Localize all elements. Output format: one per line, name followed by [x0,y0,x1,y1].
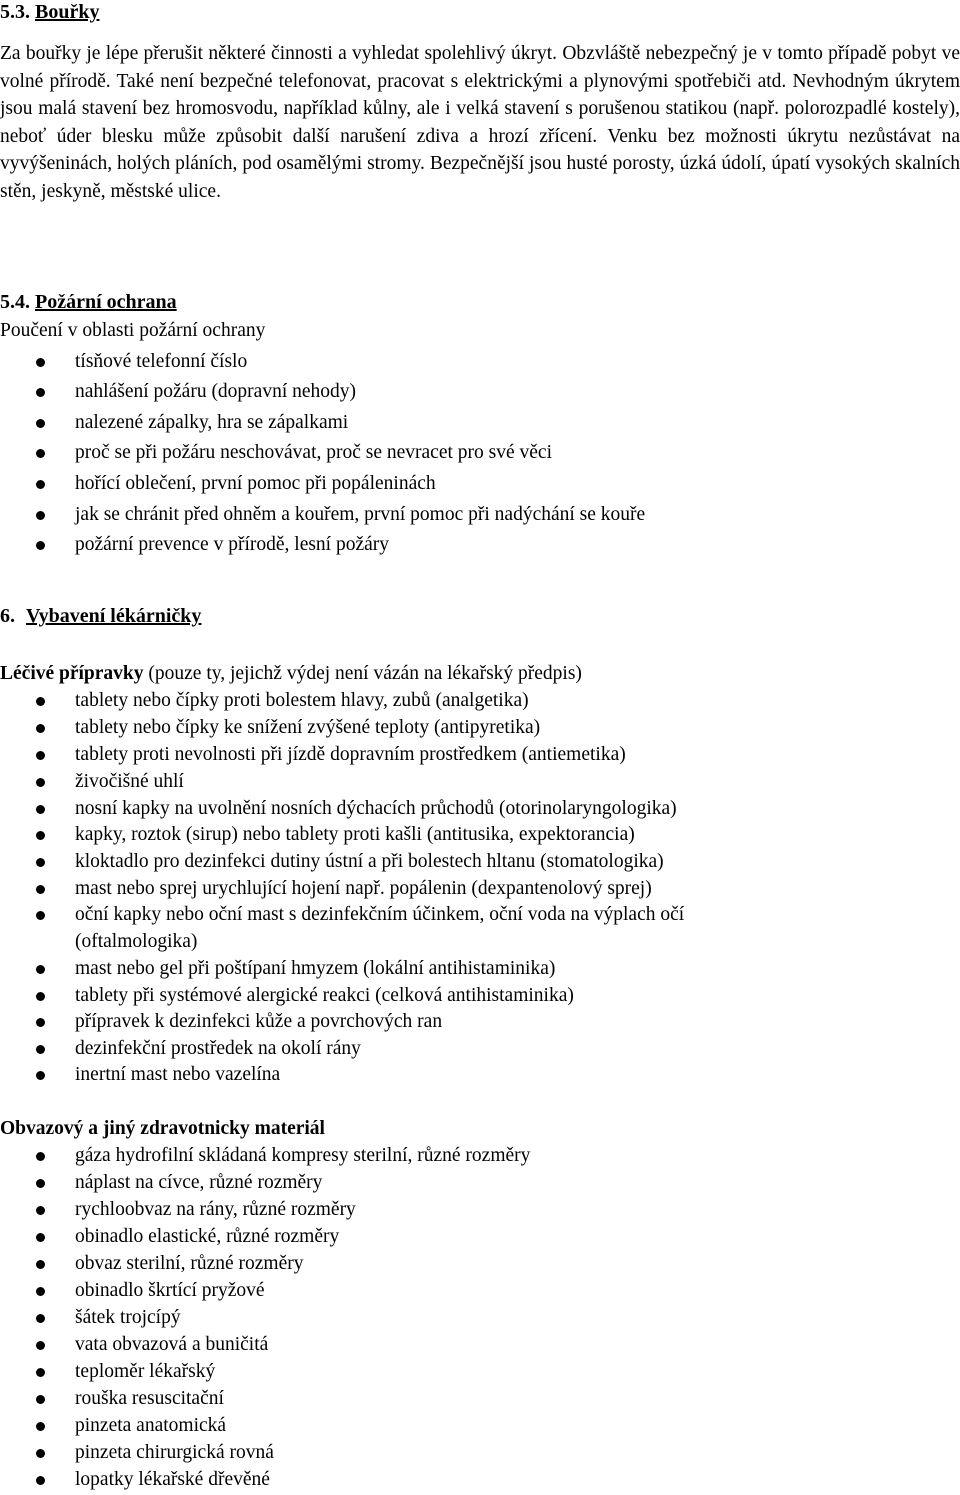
bullet-icon [36,358,45,367]
bullet-icon [36,724,45,733]
bullet-icon [36,697,45,706]
bullet-icon [36,511,45,520]
medicines-heading: Léčivé přípravky [0,663,144,684]
medicines-note: (pouze ty, jejichž výdej není vázán na lékařský předpis) [148,663,582,684]
bullet-icon [36,858,45,867]
bullet-icon [36,1233,45,1242]
bullet-icon [36,778,45,787]
section-heading-storms [0,0,99,24]
medicines-heading-line [0,662,582,686]
bullet-icon [36,1449,45,1458]
bullet-icon [36,1476,45,1485]
bullet-icon [36,911,45,920]
section-number: 5.3. [0,1,30,23]
section-heading-fire [0,290,177,314]
bullet-icon [36,480,45,489]
section-title: Vybavení lékárničky [26,605,202,627]
materials-heading: Obvazový a jiný zdravotnicky materiál [0,1118,325,1139]
bullet-icon [36,419,45,428]
bullet-icon [36,965,45,974]
section-title: Požární ochrana [35,291,177,313]
section-number: 6. [0,605,15,627]
fire-intro: Poučení v oblasti požární ochrany [0,320,266,341]
bullet-icon [36,1045,45,1054]
bullet-icon [36,1314,45,1323]
bullet-icon [36,1179,45,1188]
bullet-icon [36,1018,45,1027]
bullet-icon [36,1341,45,1350]
storms-paragraph: Za bouřky je lépe přerušit některé činnosti a vyhledat spolehlivý úkryt. Obzvláště nebezpečný je v tomto případě pobyt ve volné přírodě. Také není bezpečné telefonovat, pracovat s elektrickými a plynovými spotřebiči atd. Nevhodným úkrytem jsou malá stavení bez hromosvodu, například kůlny, ale i velká stavení s porušenou statikou (např. polorozpadlé kostely), neboť úder blesku může způsobit další narušení zdiva a hrozí zřícení. Venku bez možnosti úkrytu nezůstávat na vyvýšeninách, holých pláních, pod osamělými stromy. Bezpečnější jsou husté porosty, úzká údolí, úpatí vysokých skalních stěn, jeskyně, městské ulice. [0,43,960,202]
bullet-icon [36,1368,45,1377]
section-heading-first-aid-kit [0,604,201,628]
bullet-icon [36,388,45,397]
bullet-icon [36,831,45,840]
bullet-icon [36,992,45,1001]
bullet-icon [36,1206,45,1215]
bullet-icon [36,1422,45,1431]
bullet-icon [36,1071,45,1080]
bullet-icon [36,541,45,550]
bullet-icon [36,1287,45,1296]
bullet-icon [36,449,45,458]
bullet-icon [36,751,45,760]
section-number: 5.4. [0,291,30,313]
bullet-icon [36,1260,45,1269]
bullet-icon [36,805,45,814]
bullet-icon [36,1395,45,1404]
bullet-icon [36,885,45,894]
bullet-icon [36,1152,45,1161]
section-title: Bouřky [35,1,100,23]
document-page: 5.3. Bouřky Za bouřky je lépe přerušit některé činnosti a vyhledat spolehlivý úkryt. Obzvláště nebezpečný je v tomto případě pobyt ve volné přírodě. Také není bezpečné telefonovat, pracovat s elektrickými a plynovými spotřebiči atd. Nevhodným úkrytem jsou malá stavení bez hromosvodu, například kůlny, ale i velká stavení s porušenou statikou (např. polorozpadlé kostely), neboť úder blesku může způsobit další narušení zdiva a hrozí zřícení. Venku bez možnosti úkrytu nezůstávat na vyvýšeninách, holých pláních, pod osamělými stromy. Bezpečnější jsou husté porosty, úzká údolí, úpatí vysokých skalních stěn, jeskyně, městské ulice. 5.4. Požární ochrana Poučení v oblasti požární ochrany tísňové telefonní číslo nahlášení požáru (dopravní nehody) nalezené zápalky, hra se zápalkami proč se při požáru neschovávat, proč se nevracet pro své věci hořící oblečení, první pomoc při popáleninách jak se chránit před ohněm a kouřem, první pomoc při nadýchání se kouře požární prevence v přírodě, lesní požáry 6. Vybavení lékárničky Léčivé přípravky (pouze ty, jejichž výdej není vázán na lékařský předpis) tablety nebo čípky proti bolestem hlavy, zubů (analgetika) tablety nebo čípky ke snížení zvýšené teploty (antipyretika) tablety proti nevolnosti při jízdě dopravním prostředkem (antiemetika) živočišné uhlí nosní kapky na uvolnění nosních dýchacích průchodů (otorinolaryngologika) kapky, roztok (sirup) nebo tablety proti kašli (antitusika, expektorancia) kloktadlo pro dezinfekci dutiny ústní a při bolestech hltanu (stomatologika) mast nebo sprej urychlující hojení např. popálenin (dexpantenolový sprej) oční kapky nebo oční mast s dezinfekčním účinkem, oční voda na výplach očí (oftalmologika) mast nebo gel při poštípaní hmyzem (lokální antihistaminika) tablety při systémové alergické reakci (celková antihistaminika) přípravek k dezinfekci kůže a povrchových ran dezinfekční prostředek na okolí rány inertní mast nebo vazelína Obvazový a jiný zdravotnicky materiál gáza hydrofilní skládaná kompresy sterilní, různé rozměry náplast na cívce, různé rozměry rychloobvaz na rány, různé rozměry obinadlo elastické, různé rozměry obvaz sterilní, různé rozměry obinadlo škrtící pryžové šátek trojcípý vata obvazová a buničitá teploměr lékařský rouška resuscitační pinzeta anatomická pinzeta chirurgická rovná lopatky lékařské dřevěné [0,1,960,1490]
